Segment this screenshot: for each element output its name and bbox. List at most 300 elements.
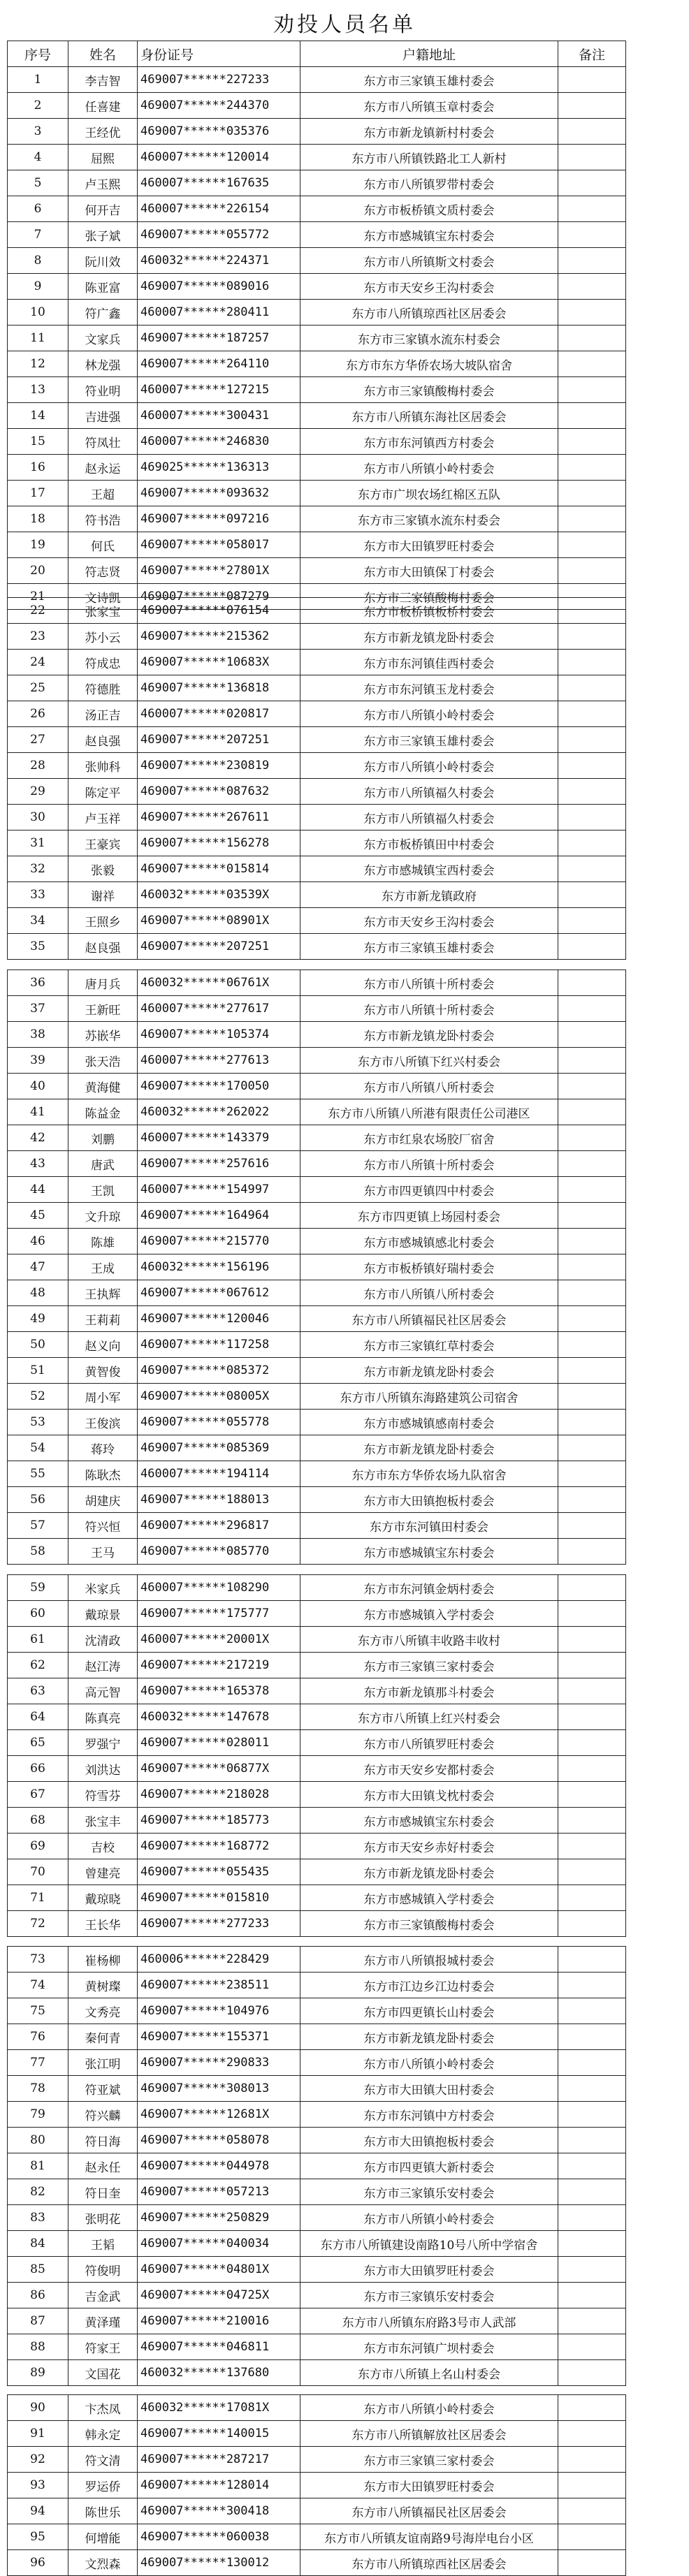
name-cell: 黄智俊	[68, 1358, 138, 1384]
name-cell: 刘鹏	[68, 1125, 138, 1151]
serial-cell: 10	[8, 300, 68, 325]
id-number-cell: 469007******105374	[138, 1022, 300, 1048]
name-cell: 米家兵	[68, 1575, 138, 1601]
id-number-cell: 460007******154997	[138, 1177, 300, 1203]
name-cell: 卢玉熙	[68, 170, 138, 196]
name-cell: 陈定平	[68, 779, 138, 805]
serial-cell: 4	[8, 145, 68, 170]
name-cell: 张宝丰	[68, 1808, 138, 1834]
address-cell: 东方市八所镇罗带村委会	[300, 170, 558, 196]
serial-cell: 54	[8, 1435, 68, 1461]
serial-cell: 84	[8, 2231, 68, 2257]
name-cell: 卢玉祥	[68, 805, 138, 830]
name-cell: 陈真亮	[68, 1704, 138, 1730]
address-cell: 东方市感城镇宝东村委会	[300, 1539, 558, 1565]
serial-cell: 43	[8, 1151, 68, 1177]
serial-cell: 24	[8, 650, 68, 675]
address-cell: 东方市三家镇水流东村委会	[300, 506, 558, 532]
address-cell: 东方市大田镇大田村委会	[300, 2076, 558, 2102]
id-number-cell: 469007******128014	[138, 2473, 300, 2498]
serial-cell: 93	[8, 2473, 68, 2498]
serial-cell: 25	[8, 675, 68, 701]
serial-cell: 35	[8, 934, 68, 960]
id-number-cell: 469007******257616	[138, 1151, 300, 1177]
name-cell: 卞杰凤	[68, 2395, 138, 2421]
table-header-row	[8, 41, 626, 67]
id-number-cell: 460007******280411	[138, 300, 300, 325]
address-cell: 东方市大田镇戈枕村委会	[300, 1782, 558, 1808]
name-cell: 符成忠	[68, 650, 138, 675]
serial-cell: 85	[8, 2257, 68, 2283]
id-number-cell: 469007******277233	[138, 1911, 300, 1937]
header-id-number-cell: 身份证号	[138, 41, 300, 67]
name-cell: 阮川效	[68, 248, 138, 274]
remark-cell	[558, 701, 626, 727]
remark-cell	[558, 1859, 626, 1885]
table-row	[8, 1947, 626, 1973]
name-cell: 张子斌	[68, 222, 138, 248]
remark-cell	[558, 650, 626, 675]
table-row	[8, 248, 626, 274]
remark-cell	[558, 2395, 626, 2421]
remark-cell	[558, 908, 626, 934]
address-cell: 东方市八所镇友谊南路9号海岸电台小区	[300, 2524, 558, 2550]
table-row	[8, 300, 626, 325]
address-cell: 东方市新龙镇龙卧村委会	[300, 2024, 558, 2050]
remark-cell	[558, 1306, 626, 1332]
id-number-cell: 469007******156278	[138, 830, 300, 856]
table-row	[8, 1280, 626, 1306]
address-cell: 东方市三家镇三家村委会	[300, 1653, 558, 1678]
id-number-cell: 460007******120014	[138, 145, 300, 170]
remark-cell	[558, 558, 626, 584]
remark-cell	[558, 1539, 626, 1565]
roster-table-5	[7, 1946, 626, 2386]
id-number-cell: 469007******12681X	[138, 2102, 300, 2128]
remark-cell	[558, 325, 626, 351]
table-row	[8, 429, 626, 455]
table-row	[8, 1203, 626, 1229]
address-cell: 东方市感城镇入学村委会	[300, 1601, 558, 1627]
name-cell: 王豪宾	[68, 830, 138, 856]
serial-cell: 42	[8, 1125, 68, 1151]
id-number-cell: 469007******287217	[138, 2447, 300, 2473]
id-number-cell: 469007******089016	[138, 274, 300, 300]
remark-cell	[558, 377, 626, 403]
name-cell: 文升琼	[68, 1203, 138, 1229]
address-cell: 东方市大田镇保丁村委会	[300, 558, 558, 584]
address-cell: 东方市新龙镇政府	[300, 882, 558, 908]
remark-cell	[558, 1435, 626, 1461]
id-number-cell: 469007******238511	[138, 1973, 300, 1998]
address-cell: 东方市八所镇东府路3号市人武部	[300, 2308, 558, 2334]
address-cell: 东方市板桥镇田中村委会	[300, 830, 558, 856]
id-number-cell: 469007******244370	[138, 93, 300, 119]
name-cell: 符日奎	[68, 2179, 138, 2205]
serial-cell: 37	[8, 996, 68, 1022]
table-row	[8, 1048, 626, 1074]
name-cell: 王俊滨	[68, 1410, 138, 1435]
remark-cell	[558, 1973, 626, 1998]
address-cell: 东方市八所镇东海社区居委会	[300, 403, 558, 429]
table-row	[8, 2334, 626, 2360]
table-row	[8, 1461, 626, 1487]
serial-cell: 8	[8, 248, 68, 274]
table-row	[8, 351, 626, 377]
name-cell: 王照乡	[68, 908, 138, 934]
name-cell: 吉金武	[68, 2283, 138, 2308]
id-number-cell: 469007******27801X	[138, 558, 300, 584]
table-row	[8, 598, 626, 624]
table-row	[8, 650, 626, 675]
id-number-cell: 469007******250829	[138, 2205, 300, 2231]
serial-cell: 3	[8, 119, 68, 145]
id-number-cell: 469007******085372	[138, 1358, 300, 1384]
table-row	[8, 481, 626, 506]
remark-cell	[558, 2421, 626, 2447]
name-cell: 文诗凯	[68, 584, 138, 610]
name-cell: 汤正吉	[68, 701, 138, 727]
remark-cell	[558, 1575, 626, 1601]
id-number-cell: 469007******264110	[138, 351, 300, 377]
table-row	[8, 403, 626, 429]
id-number-cell: 469007******060038	[138, 2524, 300, 2550]
table-row	[8, 624, 626, 650]
remark-cell	[558, 934, 626, 960]
name-cell: 赵永运	[68, 455, 138, 481]
address-cell: 东方市天安乡王沟村委会	[300, 274, 558, 300]
remark-cell	[558, 805, 626, 830]
table-row	[8, 675, 626, 701]
remark-cell	[558, 2550, 626, 2576]
name-cell: 胡建庆	[68, 1487, 138, 1513]
serial-cell: 92	[8, 2447, 68, 2473]
id-number-cell: 469007******227233	[138, 67, 300, 93]
id-number-cell: 469007******058017	[138, 532, 300, 558]
remark-cell	[558, 403, 626, 429]
roster-table-2	[7, 597, 626, 960]
address-cell: 东方市新龙镇那斗村委会	[300, 1678, 558, 1704]
table-row	[8, 1513, 626, 1539]
name-cell: 赵义向	[68, 1332, 138, 1358]
address-cell: 东方市江边乡江边村委会	[300, 1973, 558, 1998]
name-cell: 何氏	[68, 532, 138, 558]
table-row	[8, 2421, 626, 2447]
name-cell: 高元智	[68, 1678, 138, 1704]
serial-cell: 23	[8, 624, 68, 650]
serial-cell: 20	[8, 558, 68, 584]
remark-cell	[558, 2360, 626, 2386]
table-row	[8, 2231, 626, 2257]
serial-cell: 55	[8, 1461, 68, 1487]
serial-cell: 72	[8, 1911, 68, 1937]
table-row	[8, 1834, 626, 1859]
header-remark-cell: 备注	[558, 41, 626, 67]
remark-cell	[558, 1730, 626, 1756]
table-row	[8, 1704, 626, 1730]
table-row	[8, 2395, 626, 2421]
remark-cell	[558, 170, 626, 196]
name-cell: 苏嵌华	[68, 1022, 138, 1048]
id-number-cell: 469007******04725X	[138, 2283, 300, 2308]
id-number-cell: 469007******188013	[138, 1487, 300, 1513]
name-cell: 张江明	[68, 2050, 138, 2076]
name-cell: 黄树璨	[68, 1973, 138, 1998]
serial-cell: 26	[8, 701, 68, 727]
serial-cell: 47	[8, 1254, 68, 1280]
address-cell: 东方市东方华侨农场大坡队宿舍	[300, 351, 558, 377]
serial-cell: 94	[8, 2498, 68, 2524]
address-cell: 东方市新龙镇龙卧村委会	[300, 1358, 558, 1384]
id-number-cell: 469007******085770	[138, 1539, 300, 1565]
remark-cell	[558, 455, 626, 481]
name-cell: 黄海健	[68, 1074, 138, 1099]
roster-table-4	[7, 1574, 626, 1937]
id-number-cell: 469007******087632	[138, 779, 300, 805]
name-cell: 何增能	[68, 2524, 138, 2550]
serial-cell: 68	[8, 1808, 68, 1834]
table-row	[8, 1022, 626, 1048]
name-cell: 吉进强	[68, 403, 138, 429]
id-number-cell: 460032******137680	[138, 2360, 300, 2386]
name-cell: 戴琼晓	[68, 1885, 138, 1911]
name-cell: 符兴麟	[68, 2102, 138, 2128]
remark-cell	[558, 222, 626, 248]
name-cell: 赵永任	[68, 2153, 138, 2179]
id-number-cell: 469007******175777	[138, 1601, 300, 1627]
id-number-cell: 460007******020817	[138, 701, 300, 727]
serial-cell: 22	[8, 598, 68, 624]
id-number-cell: 469007******058078	[138, 2128, 300, 2153]
id-number-cell: 469007******170050	[138, 1074, 300, 1099]
name-cell: 陈耿杰	[68, 1461, 138, 1487]
id-number-cell: 469007******055772	[138, 222, 300, 248]
serial-cell: 67	[8, 1782, 68, 1808]
table-row	[8, 1678, 626, 1704]
table-row	[8, 701, 626, 727]
remark-cell	[558, 2179, 626, 2205]
serial-cell: 58	[8, 1539, 68, 1565]
serial-cell: 65	[8, 1730, 68, 1756]
serial-cell: 57	[8, 1513, 68, 1539]
remark-cell	[558, 2231, 626, 2257]
name-cell: 符凤壮	[68, 429, 138, 455]
id-number-cell: 469007******093632	[138, 481, 300, 506]
remark-cell	[558, 1074, 626, 1099]
table-row	[8, 196, 626, 222]
name-cell: 王马	[68, 1539, 138, 1565]
table-row	[8, 1998, 626, 2024]
serial-cell: 83	[8, 2205, 68, 2231]
table-row	[8, 2153, 626, 2179]
id-number-cell: 469007******185773	[138, 1808, 300, 1834]
table-row	[8, 2473, 626, 2498]
remark-cell	[558, 67, 626, 93]
serial-cell: 12	[8, 351, 68, 377]
name-cell: 符日海	[68, 2128, 138, 2153]
serial-cell: 76	[8, 2024, 68, 2050]
name-cell: 王长华	[68, 1911, 138, 1937]
serial-cell: 89	[8, 2360, 68, 2386]
address-cell: 东方市感城镇入学村委会	[300, 1885, 558, 1911]
table-row	[8, 1074, 626, 1099]
serial-cell: 56	[8, 1487, 68, 1513]
id-number-cell: 469025******136313	[138, 455, 300, 481]
header-serial-cell: 序号	[8, 41, 68, 67]
serial-cell: 51	[8, 1358, 68, 1384]
name-cell: 唐月兵	[68, 970, 138, 996]
serial-cell: 2	[8, 93, 68, 119]
id-number-cell: 460007******194114	[138, 1461, 300, 1487]
table-row	[8, 119, 626, 145]
address-cell: 东方市四更镇长山村委会	[300, 1998, 558, 2024]
serial-cell: 41	[8, 1099, 68, 1125]
serial-cell: 33	[8, 882, 68, 908]
name-cell: 赵江涛	[68, 1653, 138, 1678]
id-number-cell: 469007******104976	[138, 1998, 300, 2024]
table-row	[8, 2524, 626, 2550]
name-cell: 赵良强	[68, 934, 138, 960]
name-cell: 王凯	[68, 1177, 138, 1203]
address-cell: 东方市八所镇八所村委会	[300, 1280, 558, 1306]
serial-cell: 21	[8, 584, 68, 610]
remark-cell	[558, 2498, 626, 2524]
serial-cell: 82	[8, 2179, 68, 2205]
remark-cell	[558, 1627, 626, 1653]
id-number-cell: 460007******143379	[138, 1125, 300, 1151]
name-cell: 符俊明	[68, 2257, 138, 2283]
serial-cell: 61	[8, 1627, 68, 1653]
id-number-cell: 469007******215770	[138, 1229, 300, 1254]
name-cell: 符书浩	[68, 506, 138, 532]
name-cell: 陈雄	[68, 1229, 138, 1254]
address-cell: 东方市三家镇酸梅村委会	[300, 584, 558, 610]
name-cell: 任喜建	[68, 93, 138, 119]
name-cell: 秦何青	[68, 2024, 138, 2050]
remark-cell	[558, 624, 626, 650]
address-cell: 东方市新龙镇龙卧村委会	[300, 1859, 558, 1885]
address-cell: 东方市三家镇三家村委会	[300, 2447, 558, 2473]
remark-cell	[558, 2283, 626, 2308]
id-number-cell: 469007******117258	[138, 1332, 300, 1358]
table-row	[8, 1653, 626, 1678]
address-cell: 东方市八所镇报城村委会	[300, 1947, 558, 1973]
table-row	[8, 908, 626, 934]
table-row	[8, 1306, 626, 1332]
table-row	[8, 2050, 626, 2076]
address-cell: 东方市东河镇广坝村委会	[300, 2334, 558, 2360]
name-cell: 陈世乐	[68, 2498, 138, 2524]
table-row	[8, 1885, 626, 1911]
name-cell: 符亚斌	[68, 2076, 138, 2102]
serial-cell: 17	[8, 481, 68, 506]
table-row	[8, 1782, 626, 1808]
name-cell: 王执辉	[68, 1280, 138, 1306]
remark-cell	[558, 2334, 626, 2360]
document-title: 劝投人员名单	[273, 13, 416, 37]
serial-cell: 63	[8, 1678, 68, 1704]
table-row	[8, 2550, 626, 2576]
name-cell: 林龙强	[68, 351, 138, 377]
address-cell: 东方市八所镇罗旺村委会	[300, 1730, 558, 1756]
id-number-cell: 469007******055778	[138, 1410, 300, 1435]
serial-cell: 80	[8, 2128, 68, 2153]
table-row	[8, 2257, 626, 2283]
name-cell: 戴琼景	[68, 1601, 138, 1627]
id-number-cell: 460032******06761X	[138, 970, 300, 996]
table-row	[8, 1973, 626, 1998]
id-number-cell: 460032******156196	[138, 1254, 300, 1280]
serial-cell: 46	[8, 1229, 68, 1254]
id-number-cell: 469007******165378	[138, 1678, 300, 1704]
remark-cell	[558, 274, 626, 300]
table-row	[8, 2128, 626, 2153]
remark-cell	[558, 2257, 626, 2283]
table-row	[8, 1410, 626, 1435]
id-number-cell: 460007******246830	[138, 429, 300, 455]
remark-cell	[558, 1410, 626, 1435]
remark-cell	[558, 1358, 626, 1384]
table-row	[8, 170, 626, 196]
table-row	[8, 222, 626, 248]
table-row	[8, 1358, 626, 1384]
serial-cell: 78	[8, 2076, 68, 2102]
address-cell: 东方市八所镇福久村委会	[300, 805, 558, 830]
table-row	[8, 2024, 626, 2050]
address-cell: 东方市感城镇宝西村委会	[300, 856, 558, 882]
serial-cell: 19	[8, 532, 68, 558]
address-cell: 东方市八所镇琼西社区居委会	[300, 300, 558, 325]
name-cell: 韩永定	[68, 2421, 138, 2447]
table-row	[8, 1435, 626, 1461]
name-cell: 文秀亮	[68, 1998, 138, 2024]
id-number-cell: 469007******168772	[138, 1834, 300, 1859]
name-cell: 王韬	[68, 2231, 138, 2257]
id-number-cell: 469007******130012	[138, 2550, 300, 2576]
serial-cell: 18	[8, 506, 68, 532]
table-row	[8, 2179, 626, 2205]
table-row	[8, 93, 626, 119]
serial-cell: 75	[8, 1998, 68, 2024]
remark-cell	[558, 1756, 626, 1782]
address-cell: 东方市板桥镇文质村委会	[300, 196, 558, 222]
id-number-cell: 469007******015814	[138, 856, 300, 882]
id-number-cell: 469007******040034	[138, 2231, 300, 2257]
serial-cell: 7	[8, 222, 68, 248]
remark-cell	[558, 675, 626, 701]
table-row	[8, 455, 626, 481]
address-cell: 东方市感城镇感北村委会	[300, 1229, 558, 1254]
serial-cell: 28	[8, 753, 68, 779]
serial-cell: 81	[8, 2153, 68, 2179]
address-cell: 东方市三家镇酸梅村委会	[300, 1911, 558, 1937]
table-row	[8, 1151, 626, 1177]
serial-cell: 73	[8, 1947, 68, 1973]
remark-cell	[558, 1099, 626, 1125]
remark-cell	[558, 2153, 626, 2179]
remark-cell	[558, 1280, 626, 1306]
address-cell: 东方市八所镇斯文村委会	[300, 248, 558, 274]
table-row	[8, 1487, 626, 1513]
table-row	[8, 1177, 626, 1203]
table-row	[8, 377, 626, 403]
serial-cell: 30	[8, 805, 68, 830]
name-cell: 谢祥	[68, 882, 138, 908]
table-row	[8, 1575, 626, 1601]
name-cell: 刘洪达	[68, 1756, 138, 1782]
serial-cell: 32	[8, 856, 68, 882]
serial-cell: 59	[8, 1575, 68, 1601]
